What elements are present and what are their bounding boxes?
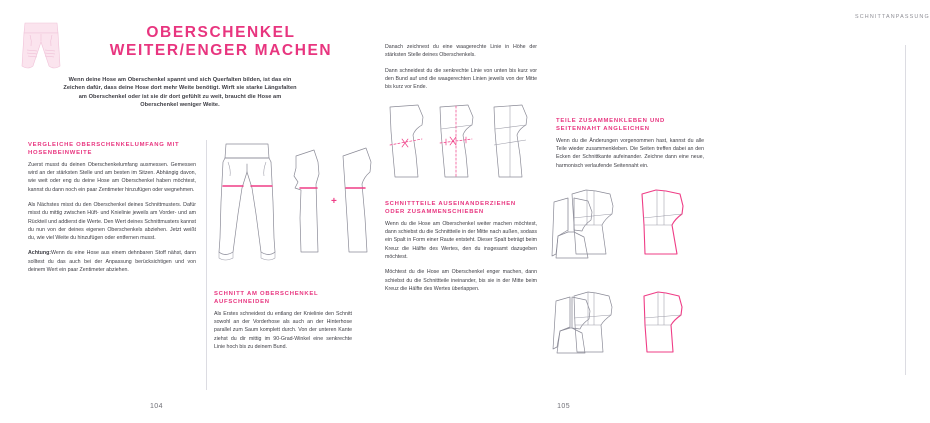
right-col1-p2: Dann schneidest du die senkrechte Linie von unten bis kurz vor den Bund auf und die waagerechten Linien jeweils von der Mitte bis kurz vor Ende.: [385, 67, 537, 91]
title-line-2: WEITER/ENGER MACHEN: [109, 41, 333, 59]
achtung-text: Wenn du eine Hose aus einem dehnbaren Stoff nähst, dann solltest du das auch bei der Anpassung berücksichtigen und von deinem Wert ein paar Zentimeter abziehen.: [28, 250, 196, 274]
pattern-cut-steps-figure: [382, 103, 542, 183]
page-left: [0, 0, 360, 423]
folio-right: 105: [557, 403, 570, 410]
section-auseinanderziehen-p4: Möchtest du die Hose am Oberschenkel enger machen, dann schiebst du die Schnittteile ineinander, bis sie in der Mitte beim Kreuz die Hälfte des Wertes überlappen.: [385, 269, 537, 292]
section-aufschneiden-heading: SCHNITT AM OBERSCHENKEL AUFSCHNEIDEN: [214, 291, 319, 306]
running-head: SCHNITTANPASSUNG: [855, 14, 930, 20]
section-vergleiche-p3: [28, 249, 196, 274]
right-col1-intro: [385, 43, 537, 91]
section-vergleiche-heading: VERGLEICHE OBERSCHENKELUMFANG MIT HOSENBEINWEITE: [28, 142, 180, 157]
achtung-label: Achtung:: [28, 250, 52, 257]
trousers-thigh-strain-icon: [18, 20, 64, 78]
pattern-back-piece-figure: [292, 148, 322, 260]
section-zusammenkleben: [556, 117, 704, 170]
section-vergleiche-p1: Zuerst musst du deinen Oberschenkelumfang ausmessen. Gemessen wird an der stärksten Stelle und am besten im Sitzen. Abhängig davon, wie weit oder eng du deine Hose am Oberschenkel haben möchtest, kannst du dann noch ein paar Zentimeter hinzufügen oder wegnehmen.: [28, 161, 196, 193]
right-col1-p1: Danach zeichnest du eine waagerechte Linie in Höhe der stärksten Stelle deines Oberschenkels.: [385, 44, 537, 59]
page-title: [96, 24, 346, 59]
section-aufschneiden-p1: Als Erstes schneidest du entlang der Knielinie den Schnitt sowohl an der Vorderhose als auch an der Hinterhose parallel zum Saum komplett durch. Von der unteren Kante ziehst du dir mittig im 90-Grad-Winkel eine senkrechte Linie hoch bis zu deinem Bund.: [214, 310, 352, 350]
plus-sign-icon: +: [331, 196, 337, 207]
section-auseinanderziehen-heading: SCHNITTTEILE AUSEINANDERZIEHEN ODER ZUSAMMENSCHIEBEN: [385, 201, 516, 216]
right-column-divider: [905, 45, 906, 375]
intro-paragraph: Wenn deine Hose am Oberschenkel spannt und sich Querfalten bilden, ist das ein Zeichen dafür, dass deine Hose dort mehr Weite benötigt. Wirft sie starke Längsfalten am Oberschenkel oder ist sie dir dort gefühlt zu weit, braucht die Hose am Oberschenkel weniger Weite.: [63, 76, 297, 109]
section-zusammenkleben-heading: TEILE ZUSAMMENKLEBEN UND SEITENNAHT ANGLEICHEN: [556, 118, 665, 133]
pattern-glued-narrower-figure: [566, 290, 696, 370]
page-right: [360, 0, 930, 423]
title-line-1: OBERSCHENKEL: [146, 24, 296, 41]
section-auseinanderziehen: [385, 200, 537, 293]
section-zusammenkleben-p1: Wenn du die Änderungen vorgenommen hast, kannst du alle Teile wieder zusammenkleben. Die Seiten treffen dabei an den Ecken der Schnittkante aufeinander. Zeichne dann eine neue, harmonisch verlaufende Seitennaht ein.: [556, 137, 704, 169]
folio-left: 104: [150, 403, 163, 410]
section-vergleiche: [28, 141, 196, 274]
section-aufschneiden: [214, 290, 352, 351]
column-divider: [206, 140, 207, 390]
section-auseinanderziehen-p3: Wenn du die Hose am Oberschenkel weiter machen möchtest, dann schiebst du die Schnittteile in der Mitte nach außen, sodass ein Spalt in Form einer Raute entsteht. Dieser Spalt beträgt beim Kreuz die Hälfte des Wertes, den du insgesamt dazugeben möchtest.: [385, 220, 537, 260]
trousers-front-measure-figure: [214, 142, 280, 262]
pattern-glued-wider-figure: [566, 188, 696, 268]
section-vergleiche-p2: Als Nächstes misst du den Oberschenkel deines Schnittmusters. Dafür misst du mittig zwischen Hüft- und Knielinie jeweils am Vorder- und am Rückteil und addierst die Werte. Den Wert deines Schnittmusters kannst du nun von der deines eigenen Oberschenkels abziehen. Jetzt weißt du, wie viel Weite du hinzufügen oder entfernen musst.: [28, 202, 196, 242]
